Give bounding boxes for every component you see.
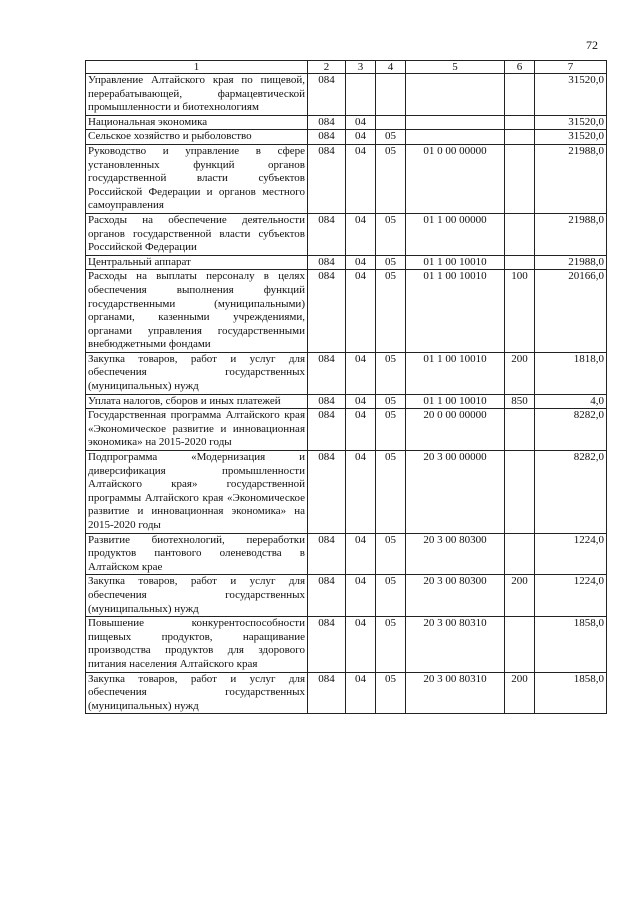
row-name: Руководство и управление в сфере установленных функций органов государственной власти субъектов Российской Федерации и органов местного самоуправления xyxy=(86,144,308,213)
table-row xyxy=(86,617,607,672)
cell-section: 04 xyxy=(346,144,376,213)
cell-section: 04 xyxy=(346,617,376,672)
row-name: Закупка товаров, работ и услуг для обеспечения государственных (муниципальных) нужд xyxy=(86,672,308,714)
column-header: 1 xyxy=(86,61,308,74)
cell-subsection xyxy=(376,115,406,130)
table-row xyxy=(86,130,607,145)
cell-target-article: 20 3 00 80300 xyxy=(406,533,505,575)
cell-expense-type: 200 xyxy=(505,352,535,394)
column-header: 5 xyxy=(406,61,505,74)
cell-section xyxy=(346,74,376,116)
cell-target-article: 01 0 00 00000 xyxy=(406,144,505,213)
cell-target-article: 01 1 00 00000 xyxy=(406,213,505,255)
cell-section: 04 xyxy=(346,213,376,255)
cell-subsection: 05 xyxy=(376,352,406,394)
cell-section: 04 xyxy=(346,409,376,451)
cell-admin-code: 084 xyxy=(308,115,346,130)
cell-target-article: 20 3 00 80300 xyxy=(406,575,505,617)
cell-section: 04 xyxy=(346,255,376,270)
table-row xyxy=(86,270,607,353)
cell-admin-code: 084 xyxy=(308,213,346,255)
row-name: Закупка товаров, работ и услуг для обеспечения государственных (муниципальных) нужд xyxy=(86,575,308,617)
cell-section: 04 xyxy=(346,115,376,130)
cell-admin-code: 084 xyxy=(308,575,346,617)
cell-subsection: 05 xyxy=(376,575,406,617)
cell-target-article: 20 3 00 80310 xyxy=(406,672,505,714)
cell-expense-type xyxy=(505,409,535,451)
cell-section: 04 xyxy=(346,394,376,409)
cell-expense-type: 200 xyxy=(505,575,535,617)
row-name: Уплата налогов, сборов и иных платежей xyxy=(86,394,308,409)
cell-admin-code: 084 xyxy=(308,130,346,145)
cell-amount: 8282,0 xyxy=(535,409,607,451)
column-header: 7 xyxy=(535,61,607,74)
cell-expense-type xyxy=(505,255,535,270)
row-name: Управление Алтайского края по пищевой, перерабатывающей, фармацевтической промышленности и биотехнологиям xyxy=(86,74,308,116)
cell-section: 04 xyxy=(346,270,376,353)
cell-expense-type xyxy=(505,451,535,534)
cell-expense-type: 200 xyxy=(505,672,535,714)
cell-amount: 4,0 xyxy=(535,394,607,409)
table-row xyxy=(86,451,607,534)
cell-amount: 8282,0 xyxy=(535,451,607,534)
cell-target-article xyxy=(406,130,505,145)
row-name: Закупка товаров, работ и услуг для обеспечения государственных (муниципальных) нужд xyxy=(86,352,308,394)
cell-amount: 1858,0 xyxy=(535,617,607,672)
cell-subsection: 05 xyxy=(376,144,406,213)
budget-table xyxy=(85,60,607,714)
cell-subsection: 05 xyxy=(376,451,406,534)
cell-target-article: 01 1 00 10010 xyxy=(406,352,505,394)
cell-admin-code: 084 xyxy=(308,255,346,270)
cell-expense-type xyxy=(505,115,535,130)
cell-expense-type: 850 xyxy=(505,394,535,409)
table-row xyxy=(86,144,607,213)
table-row xyxy=(86,213,607,255)
cell-target-article: 01 1 00 10010 xyxy=(406,255,505,270)
row-name: Сельское хозяйство и рыболовство xyxy=(86,130,308,145)
header-row xyxy=(86,61,607,74)
cell-amount: 1224,0 xyxy=(535,533,607,575)
cell-admin-code: 084 xyxy=(308,409,346,451)
column-header: 3 xyxy=(346,61,376,74)
cell-amount: 31520,0 xyxy=(535,74,607,116)
cell-target-article: 20 0 00 00000 xyxy=(406,409,505,451)
row-name: Государственная программа Алтайского края «Экономическое развитие и инновационная экономика» на 2015-2020 годы xyxy=(86,409,308,451)
cell-subsection: 05 xyxy=(376,409,406,451)
cell-admin-code: 084 xyxy=(308,144,346,213)
cell-expense-type xyxy=(505,213,535,255)
table-row xyxy=(86,74,607,116)
cell-section: 04 xyxy=(346,130,376,145)
cell-admin-code: 084 xyxy=(308,270,346,353)
cell-section: 04 xyxy=(346,575,376,617)
table-row xyxy=(86,533,607,575)
table-row xyxy=(86,352,607,394)
table-row xyxy=(86,255,607,270)
cell-subsection: 05 xyxy=(376,533,406,575)
row-name: Расходы на выплаты персоналу в целях обеспечения выполнения функций государственными (муниципальными) органами, казенными учреждениями, органами управления государственными внебюджетными фондами xyxy=(86,270,308,353)
column-header: 2 xyxy=(308,61,346,74)
cell-section: 04 xyxy=(346,451,376,534)
cell-section: 04 xyxy=(346,533,376,575)
cell-subsection: 05 xyxy=(376,394,406,409)
cell-subsection: 05 xyxy=(376,255,406,270)
cell-amount: 21988,0 xyxy=(535,144,607,213)
cell-section: 04 xyxy=(346,672,376,714)
cell-section: 04 xyxy=(346,352,376,394)
cell-subsection: 05 xyxy=(376,617,406,672)
cell-subsection: 05 xyxy=(376,672,406,714)
column-header: 6 xyxy=(505,61,535,74)
cell-admin-code: 084 xyxy=(308,451,346,534)
cell-admin-code: 084 xyxy=(308,672,346,714)
cell-expense-type xyxy=(505,130,535,145)
cell-amount: 20166,0 xyxy=(535,270,607,353)
page-number: 72 xyxy=(586,38,598,52)
row-name: Развитие биотехнологий, переработки продуктов пантового оленеводства в Алтайском крае xyxy=(86,533,308,575)
cell-amount: 1858,0 xyxy=(535,672,607,714)
cell-expense-type xyxy=(505,74,535,116)
row-name: Национальная экономика xyxy=(86,115,308,130)
cell-admin-code: 084 xyxy=(308,617,346,672)
cell-expense-type xyxy=(505,144,535,213)
row-name: Подпрограмма «Модернизация и диверсификация промышленности Алтайского края» государственной программы Алтайского края «Экономическое развитие и инновационная экономика» на 2015-2020 годы xyxy=(86,451,308,534)
cell-target-article: 01 1 00 10010 xyxy=(406,270,505,353)
cell-subsection: 05 xyxy=(376,270,406,353)
table-row xyxy=(86,394,607,409)
cell-amount: 31520,0 xyxy=(535,130,607,145)
cell-target-article: 20 3 00 80310 xyxy=(406,617,505,672)
cell-subsection xyxy=(376,74,406,116)
table-row xyxy=(86,115,607,130)
cell-amount: 21988,0 xyxy=(535,213,607,255)
cell-admin-code: 084 xyxy=(308,352,346,394)
row-name: Центральный аппарат xyxy=(86,255,308,270)
column-header: 4 xyxy=(376,61,406,74)
cell-amount: 1224,0 xyxy=(535,575,607,617)
cell-expense-type xyxy=(505,617,535,672)
cell-amount: 1818,0 xyxy=(535,352,607,394)
cell-target-article: 20 3 00 00000 xyxy=(406,451,505,534)
cell-amount: 31520,0 xyxy=(535,115,607,130)
table-row xyxy=(86,672,607,714)
cell-expense-type: 100 xyxy=(505,270,535,353)
cell-target-article xyxy=(406,115,505,130)
row-name: Расходы на обеспечение деятельности органов государственной власти субъектов Российской Федерации xyxy=(86,213,308,255)
row-name: Повышение конкурентоспособности пищевых продуктов, наращивание производства продуктов для здорового питания населения Алтайского края xyxy=(86,617,308,672)
cell-admin-code: 084 xyxy=(308,394,346,409)
cell-subsection: 05 xyxy=(376,130,406,145)
table-row xyxy=(86,575,607,617)
cell-amount: 21988,0 xyxy=(535,255,607,270)
cell-subsection: 05 xyxy=(376,213,406,255)
cell-admin-code: 084 xyxy=(308,74,346,116)
cell-target-article: 01 1 00 10010 xyxy=(406,394,505,409)
table-row xyxy=(86,409,607,451)
cell-target-article xyxy=(406,74,505,116)
cell-admin-code: 084 xyxy=(308,533,346,575)
cell-expense-type xyxy=(505,533,535,575)
